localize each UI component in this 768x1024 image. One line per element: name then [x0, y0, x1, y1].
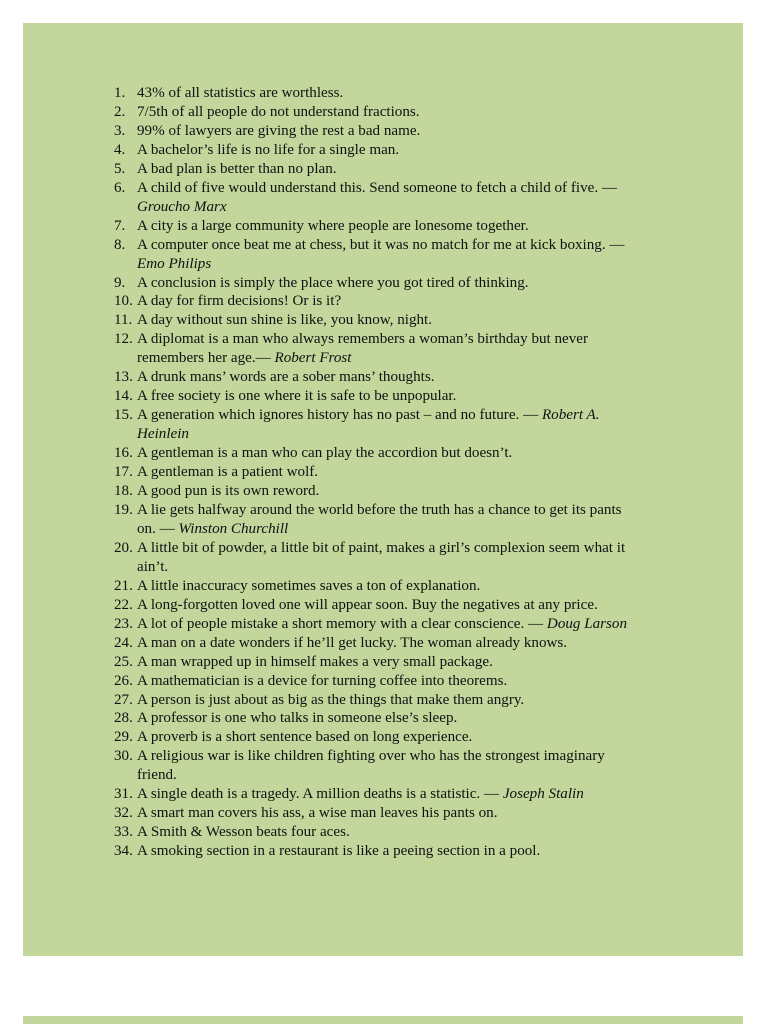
list-item-number: 28. [114, 710, 133, 727]
list-item [114, 160, 644, 179]
quote-text: A good pun is its own reword. [137, 483, 320, 500]
quote-body [137, 406, 644, 444]
list-item [114, 236, 644, 274]
list-item [114, 804, 644, 823]
list-item-number: 22. [114, 596, 133, 613]
quote-body [137, 330, 644, 368]
list-item [114, 179, 644, 217]
quote-text: A gentleman is a patient wolf. [137, 464, 319, 481]
quote-body [137, 823, 644, 842]
list-item-number: 25. [114, 653, 133, 670]
list-item-number: 3. [114, 122, 126, 139]
quote-body [137, 596, 644, 615]
list-item [114, 103, 644, 122]
quote-body [137, 634, 644, 653]
quote-body [137, 785, 644, 804]
quote-body [137, 463, 644, 482]
list-item-number: 24. [114, 634, 133, 651]
list-item [114, 747, 644, 785]
list-item-number: 21. [114, 577, 133, 594]
list-item [114, 672, 644, 691]
quote-text: A smart man covers his ass, a wise man leaves his pants on. [137, 805, 498, 822]
quote-text: A gentleman is a man who can play the accordion but doesn’t. [137, 445, 513, 462]
list-item-number: 10. [114, 293, 133, 310]
list-item-number: 20. [114, 539, 133, 556]
quote-text: 7/5th of all people do not understand fractions. [137, 103, 420, 120]
quote-text: A mathematician is a device for turning coffee into theorems. [137, 672, 508, 689]
quote-author: Robert A. Heinlein [137, 407, 600, 443]
list-item [114, 406, 644, 444]
quote-body [137, 804, 644, 823]
quote-text: A child of five would understand this. Send someone to fetch a child of five. — [137, 179, 617, 196]
quote-text: A computer once beat me at chess, but it was no match for me at kick boxing. — [137, 236, 625, 253]
quote-body [137, 179, 644, 217]
list-item [114, 217, 644, 236]
next-page-edge [23, 1016, 743, 1024]
quote-body [137, 103, 644, 122]
quote-body [137, 217, 644, 236]
quote-text: A city is a large community where people are lonesome together. [137, 217, 529, 234]
list-item [114, 311, 644, 330]
quote-body [137, 160, 644, 179]
quote-text: A person is just about as big as the things that make them angry. [137, 691, 525, 708]
list-item [114, 728, 644, 747]
quote-author: Joseph Stalin [502, 786, 584, 803]
list-item-number: 30. [114, 748, 133, 765]
list-item-number: 1. [114, 85, 126, 101]
list-item [114, 84, 644, 103]
list-item [114, 368, 644, 387]
list-item [114, 274, 644, 293]
quote-text: 43% of all statistics are worthless. [137, 85, 344, 101]
quote-text: A little bit of powder, a little bit of paint, makes a girl’s complexion seem what it ain’t. [137, 539, 626, 575]
quote-body [137, 672, 644, 691]
list-item-number: 9. [114, 274, 126, 291]
quote-text: A bad plan is better than no plan. [137, 160, 337, 177]
list-item [114, 709, 644, 728]
quote-text: A smoking section in a restaurant is like a peeing section in a pool. [137, 843, 541, 860]
quote-text: A generation which ignores history has no past – and no future. — [137, 407, 542, 424]
quote-text: A little inaccuracy sometimes saves a ton of explanation. [137, 577, 481, 594]
quote-text: A conclusion is simply the place where you got tired of thinking. [137, 274, 529, 291]
list-item-number: 14. [114, 388, 133, 405]
list-item-number: 18. [114, 483, 133, 500]
quote-text: A day without sun shine is like, you know, night. [137, 312, 433, 329]
quote-body [137, 444, 644, 463]
quote-body [137, 368, 644, 387]
list-item-number: 34. [114, 843, 133, 860]
quote-body [137, 311, 644, 330]
list-item [114, 539, 644, 577]
list-item-number: 32. [114, 805, 133, 822]
list-item [114, 615, 644, 634]
list-item [114, 634, 644, 653]
quote-text: A lie gets halfway around the world before the truth has a chance to get its pants on. — [137, 501, 622, 537]
list-item-number: 26. [114, 672, 133, 689]
quote-author: Robert Frost [274, 350, 352, 367]
list-item-number: 15. [114, 407, 133, 424]
list-item [114, 122, 644, 141]
list-item-number: 17. [114, 464, 133, 481]
quote-text: A proverb is a short sentence based on long experience. [137, 729, 473, 746]
quote-text: A drunk mans’ words are a sober mans’ thoughts. [137, 369, 435, 386]
list-item [114, 653, 644, 672]
quote-body [137, 709, 644, 728]
quote-body [137, 539, 644, 577]
quote-list [114, 84, 644, 861]
quote-text: A lot of people mistake a short memory with a clear conscience. — [137, 615, 547, 632]
quote-body [137, 501, 644, 539]
quote-body [137, 842, 644, 861]
quote-text: A diplomat is a man who always remembers a woman’s birthday but never remembers her age.— [137, 331, 589, 367]
list-item-number: 5. [114, 160, 126, 177]
quote-author: Winston Churchill [178, 520, 289, 537]
list-item-number: 33. [114, 824, 133, 841]
quote-text: A Smith & Wesson beats four aces. [137, 824, 350, 841]
quote-body [137, 122, 644, 141]
quote-body [137, 653, 644, 672]
list-item [114, 842, 644, 861]
list-item [114, 292, 644, 311]
list-item [114, 444, 644, 463]
list-item-number: 6. [114, 179, 126, 196]
quote-body [137, 274, 644, 293]
quote-body [137, 236, 644, 274]
quote-text: A day for firm decisions! Or is it? [137, 293, 342, 310]
quote-text: A free society is one where it is safe to be unpopular. [137, 388, 457, 405]
list-item-number: 19. [114, 501, 133, 518]
quote-text: A long-forgotten loved one will appear soon. Buy the negatives at any price. [137, 596, 598, 613]
list-item [114, 463, 644, 482]
list-item-number: 29. [114, 729, 133, 746]
list-item-number: 8. [114, 236, 126, 253]
list-item-number: 7. [114, 217, 126, 234]
list-item-number: 12. [114, 331, 133, 348]
quote-body [137, 292, 644, 311]
list-item [114, 501, 644, 539]
quote-body [137, 691, 644, 710]
list-item [114, 785, 644, 804]
quote-text: A single death is a tragedy. A million deaths is a statistic. — [137, 786, 503, 803]
quote-text: 99% of lawyers are giving the rest a bad name. [137, 122, 421, 139]
quote-body [137, 387, 644, 406]
quote-text: A professor is one who talks in someone else’s sleep. [137, 710, 458, 727]
quote-body [137, 482, 644, 501]
list-item [114, 330, 644, 368]
list-item [114, 596, 644, 615]
list-item-number: 13. [114, 369, 133, 386]
quote-author: Doug Larson [546, 615, 628, 632]
quote-author: Emo Philips [137, 255, 212, 272]
list-item-number: 2. [114, 103, 126, 120]
quote-body [137, 747, 644, 785]
list-item-number: 31. [114, 786, 133, 803]
quote-author: Groucho Marx [137, 198, 227, 215]
quote-body [137, 577, 644, 596]
list-item-number: 11. [114, 312, 133, 329]
quote-text: A bachelor’s life is no life for a single man. [137, 141, 400, 158]
list-item [114, 691, 644, 710]
quote-text: A man on a date wonders if he’ll get lucky. The woman already knows. [137, 634, 568, 651]
list-item [114, 141, 644, 160]
quote-body [137, 84, 644, 103]
list-item-number: 16. [114, 445, 133, 462]
quote-body [137, 615, 644, 634]
list-item [114, 387, 644, 406]
list-item-number: 27. [114, 691, 133, 708]
list-item [114, 482, 644, 501]
quote-body [137, 728, 644, 747]
list-item [114, 823, 644, 842]
quote-text: A man wrapped up in himself makes a very small package. [137, 653, 493, 670]
list-item [114, 577, 644, 596]
list-item-number: 23. [114, 615, 133, 632]
quote-body [137, 141, 644, 160]
quote-text: A religious war is like children fighting over who has the strongest imaginary friend. [137, 748, 605, 784]
list-item-number: 4. [114, 141, 126, 158]
